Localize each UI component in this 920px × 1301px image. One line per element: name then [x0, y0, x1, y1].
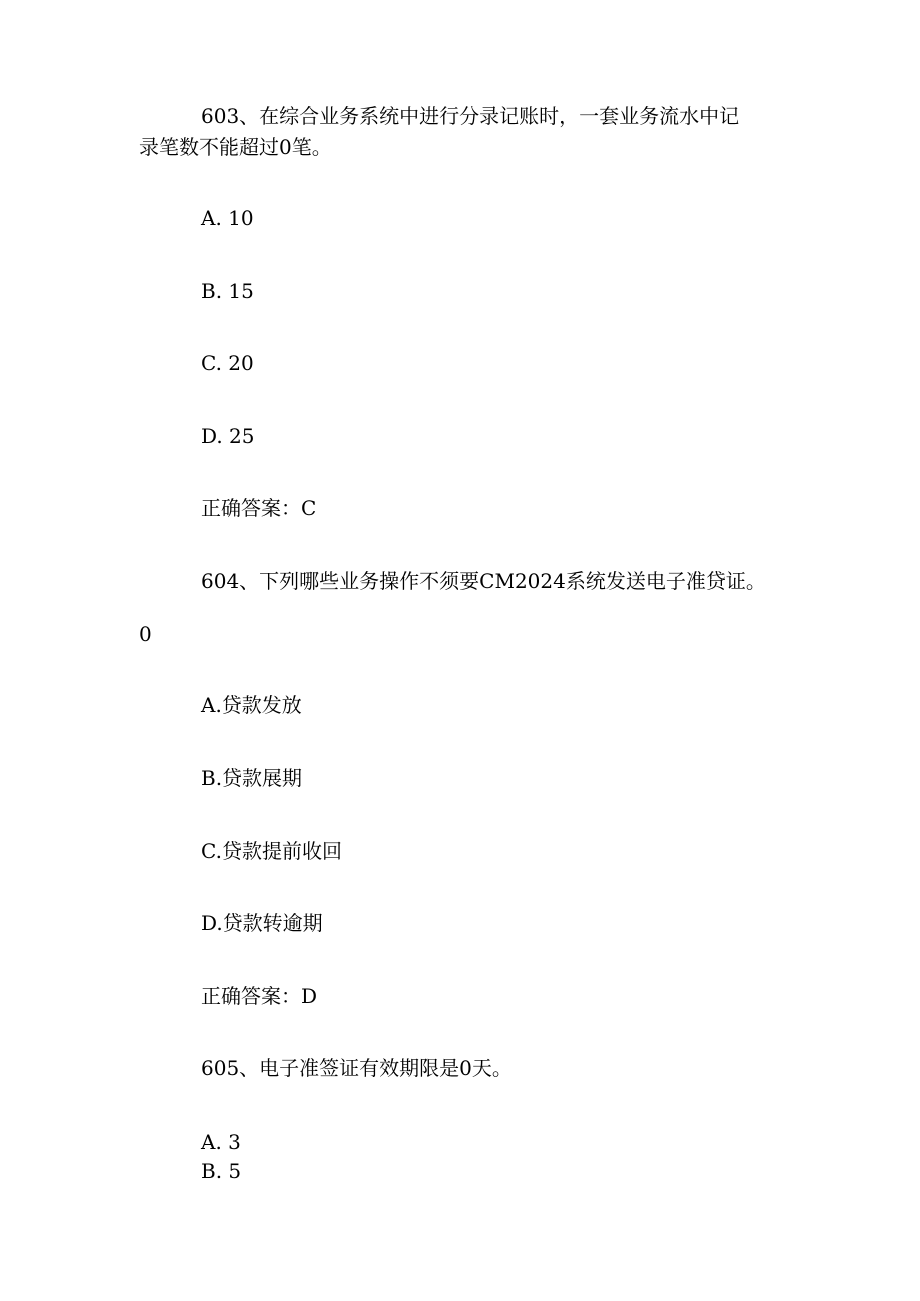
- question-603-stem-line2: 录笔数不能超过0笔。: [139, 135, 332, 159]
- question-603-option-b: B. 15: [201, 279, 254, 303]
- question-603-option-a: A. 10: [201, 206, 254, 230]
- question-604-option-c: C.贷款提前收回: [201, 839, 342, 863]
- question-603-option-d: D. 25: [201, 424, 255, 448]
- question-604-option-a: A.贷款发放: [201, 693, 302, 717]
- question-603-stem-line1: 603、在综合业务系统中进行分录记账时，一套业务流水中记: [201, 104, 740, 128]
- question-604-option-d: D.贷款转逾期: [201, 911, 323, 935]
- question-605-stem-line1: 605、电子准签证有效期限是0天。: [201, 1056, 512, 1080]
- question-604-answer: 正确答案：D: [201, 984, 318, 1008]
- question-603-option-c: C. 20: [201, 351, 254, 375]
- question-605-option-a: A. 3: [201, 1130, 241, 1154]
- question-604-stem-line2: 0: [139, 622, 152, 646]
- question-604-option-b: B.贷款展期: [201, 766, 303, 790]
- question-603-answer: 正确答案：C: [201, 496, 317, 520]
- question-604-stem-line1: 604、下列哪些业务操作不须要CM2024系统发送电子准贷证。: [201, 569, 766, 593]
- question-605-option-b: B. 5: [201, 1159, 242, 1183]
